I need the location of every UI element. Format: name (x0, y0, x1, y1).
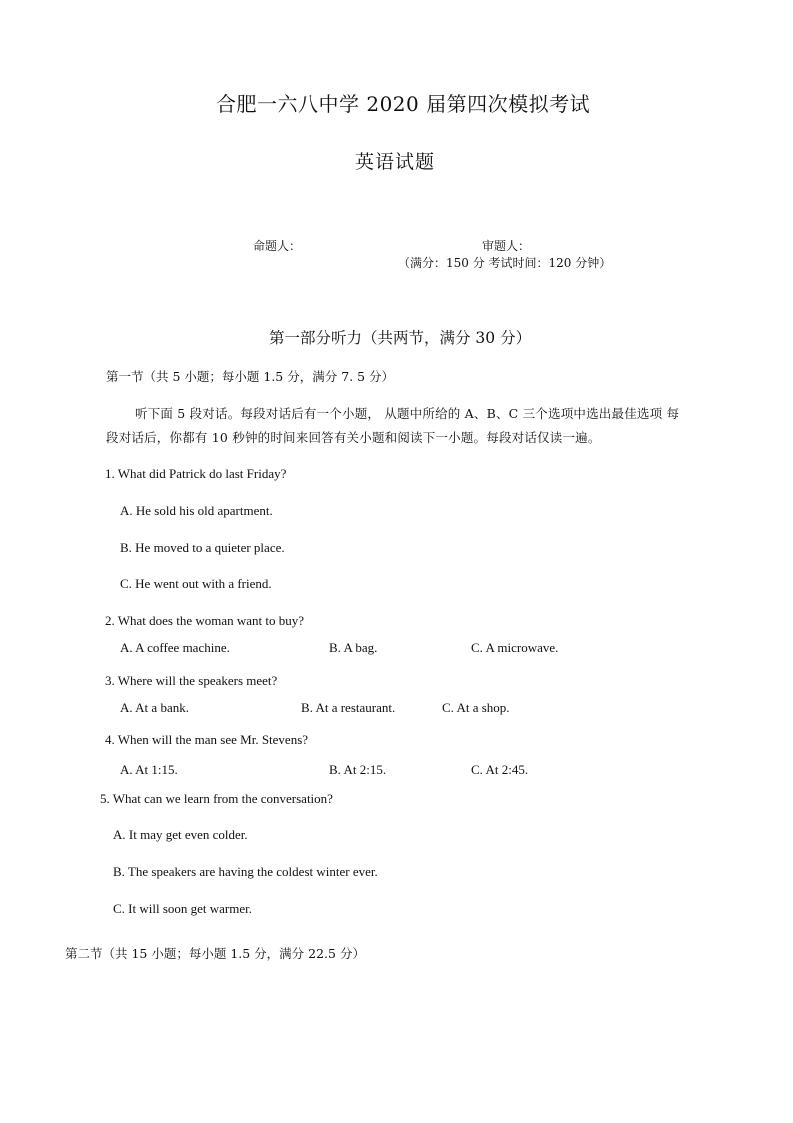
exam-subtitle: 英语试题 (355, 151, 436, 173)
question-4-option-c: C. At 2:45. (471, 762, 529, 777)
question-5-option-b: B. The speakers are having the coldest winter ever. (113, 864, 378, 879)
question-3-option-c: C. At a shop. (442, 700, 510, 715)
question-2-option-a: A. A coffee machine. (120, 640, 230, 655)
question-2-option-c: C. A microwave. (471, 640, 559, 655)
question-1-option-c: C. He went out with a friend. (120, 576, 272, 591)
question-4-option-b: B. At 2:15. (329, 762, 387, 777)
question-2-option-b: B. A bag. (329, 640, 378, 655)
question-3-option-b: B. At a restaurant. (301, 700, 396, 715)
question-2-stem: 2. What does the woman want to buy? (105, 613, 305, 628)
section1-instructions-line1: 听下面 5 段对话。每段对话后有一个小题， 从题中所给的 A、B、C 三个选项中选出最佳选项 每 (135, 406, 680, 421)
question-5-option-c: C. It will soon get warmer. (113, 901, 253, 916)
question-4-stem: 4. When will the man see Mr. Stevens? (105, 732, 309, 747)
question-1-option-a: A. He sold his old apartment. (120, 503, 273, 518)
part1-heading: 第一部分听力（共两节，满分 30 分） (269, 329, 532, 347)
question-5-option-a: A. It may get even colder. (113, 827, 248, 842)
question-3-stem: 3. Where will the speakers meet? (105, 673, 278, 688)
exam-title: 合肥一六八中学 2020 届第四次模拟考试 (216, 92, 591, 116)
question-5-stem: 5. What can we learn from the conversation? (100, 791, 333, 806)
score-time-info: （满分：150 分 考试时间：120 分钟） (398, 256, 612, 270)
reviewer-label: 审题人： (482, 239, 531, 253)
author-label: 命题人： (253, 239, 302, 253)
question-4-option-a: A. At 1:15. (120, 762, 178, 777)
section2-heading: 第二节（共 15 小题；每小题 1.5 分，满分 22.5 分） (65, 946, 365, 961)
section1-heading: 第一节（共 5 小题；每小题 1.5 分，满分 7. 5 分） (106, 369, 395, 384)
section1-instructions-line2: 段对话后，你都有 10 秒钟的时间来回答有关小题和阅读下一小题。每段对话仅读一遍。 (106, 430, 601, 445)
question-3-option-a: A. At a bank. (120, 700, 189, 715)
question-1-stem: 1. What did Patrick do last Friday? (105, 466, 287, 481)
question-1-option-b: B. He moved to a quieter place. (120, 540, 285, 555)
